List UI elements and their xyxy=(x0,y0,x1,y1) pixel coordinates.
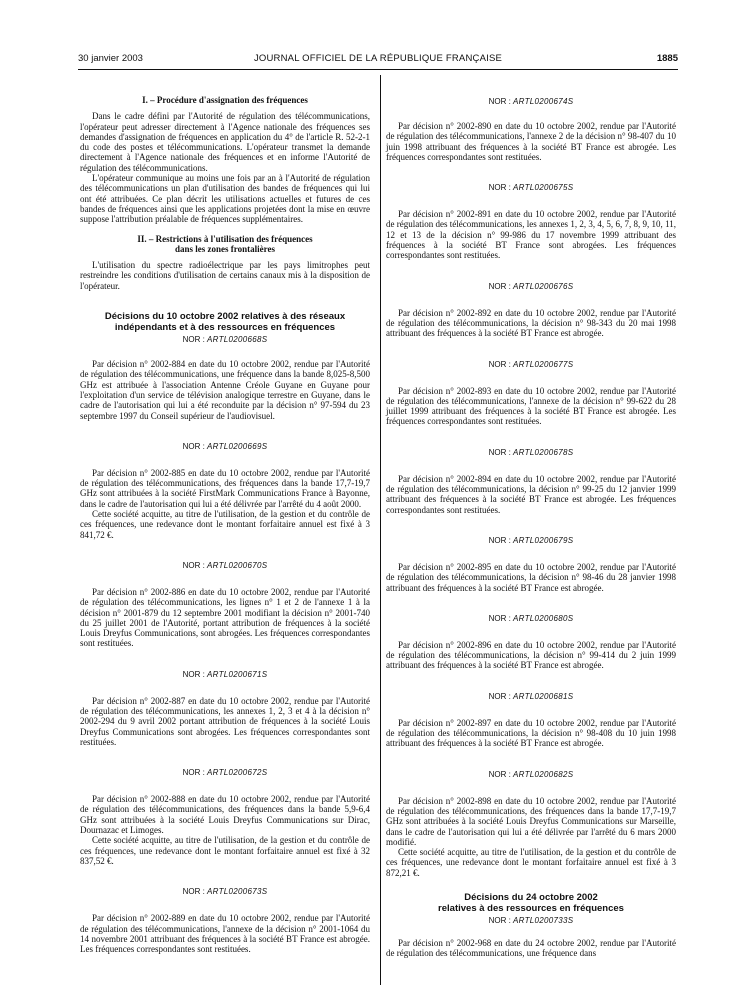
column-divider xyxy=(380,75,381,985)
paragraph: Cette société acquitte, au titre de l'utilisation, de la gestion et du contrôle de ces fréquences, une redevance dont le montant forfaitaire annuel est fixé à 32 837,52 €. xyxy=(80,835,370,866)
decisions-title: Décisions du 24 octobre 2002 xyxy=(464,891,598,903)
nor-reference: NOR : ARTL0200673S xyxy=(182,887,268,897)
paragraph: Par décision n° 2002-886 en date du 10 octobre 2002, rendue par l'Autorité de régulation des télécommunications, les lignes n° 1 et 2 de l'annexe 1 à la décision n° 2001-879 du 12 septembre 2001 modifiant la décision n° 2001-740 du 25 juillet 2001 de l'Autorité, portant attribution de fréquences à la société Louis Dreyfus Communications, sont abrogées. Les fréquences correspondantes sont restituées. xyxy=(80,586,370,649)
nor-reference: NOR : ARTL0200733S xyxy=(488,915,574,925)
paragraph: Par décision n° 2002-888 en date du 10 octobre 2002, rendue par l'Autorité de régulation des télécommunications, des fréquences dans la bande 5,9-6,4 GHz sont attribuées à la société Louis Dreyfus Communications sur Dirac, Dournazac et Limoges. xyxy=(80,794,370,836)
nor-reference: NOR : ARTL0200672S xyxy=(182,768,268,778)
nor-reference: NOR : ARTL0200669S xyxy=(182,441,268,451)
nor-reference: NOR : ARTL0200674S xyxy=(488,97,574,106)
nor-reference: NOR : ARTL0200678S xyxy=(488,447,574,457)
left-column xyxy=(80,95,370,954)
decisions-title: indépendants et à des ressources en fréquences xyxy=(114,322,336,334)
header-date: 30 janvier 2003 xyxy=(78,53,143,64)
paragraph: Cette société acquitte, au titre de l'utilisation, de la gestion et du contrôle de ces fréquences, une redevance dont le montant forfaitaire annuel est fixé à 3 872,21 €. xyxy=(386,847,676,878)
paragraph: L'opérateur communique au moins une fois par an à l'Autorité de régulation des télécommunications un plan d'utilisation des bandes de fréquences qui lui ont été attribuées. Ce plan décrit les utilisations actuelles et futures de ces bandes de fréquences ainsi que les applications projetées dont la mise en œuvre suppose l'attribution préalable de fréquences supplémentaires. xyxy=(80,173,370,225)
paragraph: Par décision n° 2002-968 en date du 24 octobre 2002, rendue par l'Autorité de régulation des télécommunications, une fréquence dans xyxy=(386,937,676,959)
section-title: I. – Procédure d'assignation des fréquences xyxy=(142,95,308,105)
nor-reference: NOR : ARTL0200671S xyxy=(182,669,268,679)
paragraph: Par décision n° 2002-895 en date du 10 octobre 2002, rendue par l'Autorité de régulation des télécommunications, la décision n° 98-46 du 28 janvier 1998 attribuant des fréquences à la société BT France est abrogée. xyxy=(386,561,676,593)
header-rule xyxy=(78,69,678,70)
section-title: dans les zones frontalières xyxy=(175,243,275,254)
paragraph: L'utilisation du spectre radioélectrique par les pays limitrophes peut restreindre les conditions d'utilisation de certains canaux mis à la disposition de l'opérateur. xyxy=(80,260,370,291)
paragraph: Par décision n° 2002-894 en date du 10 octobre 2002, rendue par l'Autorité de régulation des télécommunications, la décision n° 99-25 du 12 janvier 1999 attribuant des fréquences à la société BT France est abrogée. Les fréquences correspondantes sont restituées. xyxy=(386,473,676,515)
nor-reference: NOR : ARTL0200681S xyxy=(488,691,574,701)
nor-reference: NOR : ARTL0200680S xyxy=(488,613,574,623)
nor-reference: NOR : ARTL0200676S xyxy=(488,281,574,291)
header-title: JOURNAL OFFICIEL DE LA RÉPUBLIQUE FRANÇAISE xyxy=(253,53,503,64)
page-header xyxy=(78,53,678,67)
paragraph: Par décision n° 2002-897 en date du 10 octobre 2002, rendue par l'Autorité de régulation des télécommunications, la décision n° 98-408 du 10 juin 1998 attribuant des fréquences à la société BT France est abrogée. xyxy=(386,717,676,749)
paragraph: Par décision n° 2002-889 en date du 10 octobre 2002, rendue par l'Autorité de régulation des télécommunications, l'annexe de la décision n° 2001-1064 du 14 novembre 2001 attribuant des fréquences à la société BT France est abrogée. Les fréquences correspondantes sont restituées. xyxy=(80,913,370,955)
paragraph: Par décision n° 2002-896 en date du 10 octobre 2002, rendue par l'Autorité de régulation des télécommunications, la décision n° 99-414 du 2 juin 1999 attribuant des fréquences à la société BT France est abrogée. xyxy=(386,639,676,671)
page-number: 1885 xyxy=(656,53,678,64)
section-title: II. – Restrictions à l'utilisation des fréquences xyxy=(137,233,313,244)
nor-reference: NOR : ARTL0200670S xyxy=(182,560,268,570)
paragraph: Par décision n° 2002-887 en date du 10 octobre 2002, rendue par l'Autorité de régulation des télécommunications, les annexes 1, 2, 3 et 4 à la décision n° 2002-294 du 9 avril 2002 portant attribution de fréquences à la société Louis Dreyfus Communications sont abrogées. Les fréquences correspondantes sont restituées. xyxy=(80,695,370,747)
nor-reference: NOR : ARTL0200677S xyxy=(488,359,574,369)
decisions-title: relatives à des ressources en fréquences xyxy=(438,902,624,914)
nor-reference: NOR : ARTL0200668S xyxy=(182,335,268,345)
paragraph: Dans le cadre défini par l'Autorité de régulation des télécommunications, l'opérateur peut adresser directement à l'Agence nationale des fréquences ses demandes d'assignation de fréquences en application du 4° de l'article R. 52-2-1 du code des postes et télécommunications. L'opérateur transmet la demande directement à l'Agence nationale des fréquences et en informe l'Autorité de régulation des télécommunications. xyxy=(80,111,370,173)
decisions-title: Décisions du 10 octobre 2002 relatives à des réseaux xyxy=(104,311,346,323)
paragraph: Par décision n° 2002-893 en date du 10 octobre 2002, rendue par l'Autorité de régulation des télécommunications, l'annexe de la décision n° 99-622 du 28 juillet 1999 attribuant des fréquences à la société BT France est abrogée. Les fréquences correspondantes sont restituées. xyxy=(386,385,676,427)
right-column xyxy=(386,97,676,959)
paragraph: Par décision n° 2002-898 en date du 10 octobre 2002, rendue par l'Autorité de régulation des télécommunications, des fréquences dans la bande 17,7-19,7 GHz sont attribuées à la société Louis Dreyfus Communications sur Marseille, dans le cadre de l'autorisation qui lui a été délivrée par l'arrêté du 6 mars 2000 modifié. xyxy=(386,795,676,847)
nor-reference: NOR : ARTL0200675S xyxy=(488,183,574,193)
paragraph: Par décision n° 2002-885 en date du 10 octobre 2002, rendue par l'Autorité de régulation des télécommunications, des fréquences dans la bande 17,7-19,7 GHz sont attribuées à la société FirstMark Communications France à Bayonne, dans le cadre de l'autorisation qui lui a été délivrée par l'arrêté du 4 août 2000. xyxy=(80,467,370,509)
paragraph: Par décision n° 2002-884 en date du 10 octobre 2002, rendue par l'Autorité de régulation des télécommunications, une fréquence dans la bande 8,025-8,500 GHz est attribuée à l'association Antenne Créole Guyane en Guyane pour l'exploitation d'un service de télévision analogique terrestre en Guyane, dans le cadre de l'autorisation qui lui a été reconduite par la décision n° 97-594 du 23 septembre 1997 du Conseil supérieur de l'audiovisuel. xyxy=(80,359,370,421)
paragraph: Par décision n° 2002-890 en date du 10 octobre 2002, rendue par l'Autorité de régulation des télécommunications, l'annexe 2 de la décision n° 98-407 du 10 juin 1998 attribuant des fréquences à la société BT France est abrogée. Les fréquences correspondantes sont restituées. xyxy=(386,121,676,162)
paragraph: Par décision n° 2002-892 en date du 10 octobre 2002, rendue par l'Autorité de régulation des télécommunications, la décision n° 98-343 du 20 mai 1998 attribuant des fréquences à la société BT France est abrogée. xyxy=(386,307,676,339)
nor-reference: NOR : ARTL0200682S xyxy=(488,769,574,779)
nor-reference: NOR : ARTL0200679S xyxy=(488,535,574,545)
paragraph: Cette société acquitte, au titre de l'utilisation, de la gestion et du contrôle de ces fréquences, une redevance dont le montant forfaitaire annuel est fixé à 3 841,72 €. xyxy=(80,509,370,540)
paragraph: Par décision n° 2002-891 en date du 10 octobre 2002, rendue par l'Autorité de régulation des télécommunications, les annexes 1, 2, 3, 4, 5, 6, 7, 8, 9, 10, 11, 12 et 13 de la décision n° 99-986 du 17 novembre 1999 attribuant des fréquences à la société BT France sont abrogées. Les fréquences correspondantes sont restituées. xyxy=(386,209,676,261)
